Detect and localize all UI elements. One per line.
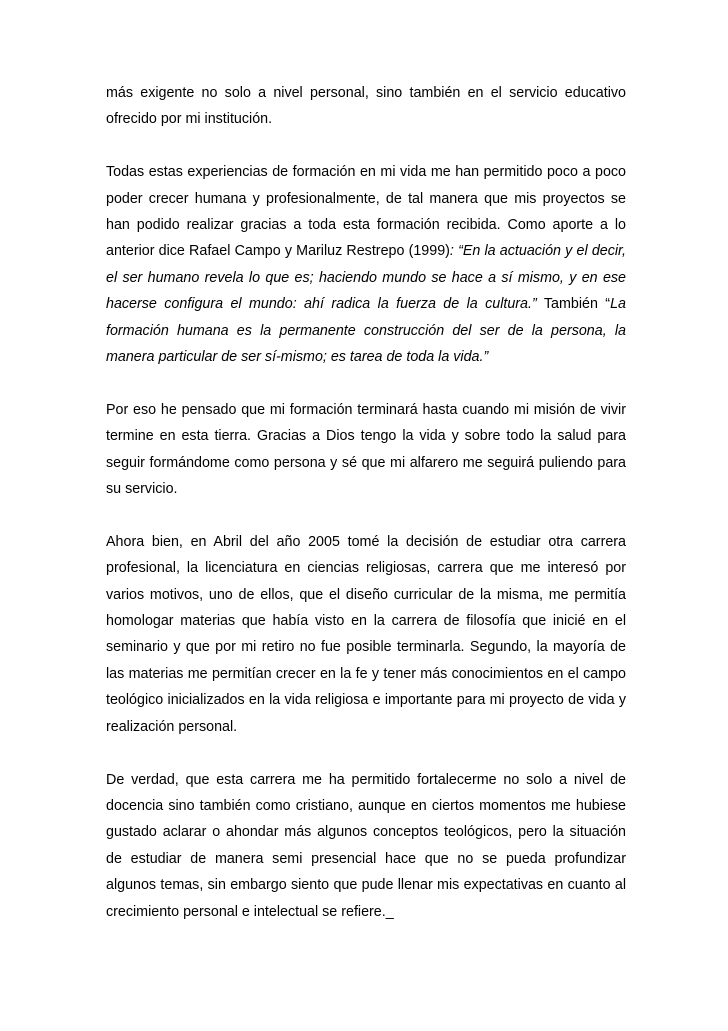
paragraph-text: De verdad, que esta carrera me ha permitido fortalecerme no solo a nivel de docencia sino también como cristiano, aunque en ciertos momentos me hubiese gustado aclarar o ahondar más algunos conceptos teológicos, pero la situación de estudiar de manera semi presencial hace que no se pueda profundizar algunos temas, sin embargo siento que pude llenar mis expectativas en cuanto al crecimiento personal e intelectual se refiere._ bbox=[106, 771, 626, 920]
paragraph-text-connector: También “ bbox=[536, 296, 611, 313]
paragraph-formation-experiences bbox=[106, 159, 626, 370]
paragraph-degree-reflection bbox=[106, 767, 626, 925]
paragraph-text: Por eso he pensado que mi formación terminará hasta cuando mi misión de vivir termine en esta tierra. Gracias a Dios tengo la vida y sobre todo la salud para seguir formándome como persona y sé que mi alfarero me seguirá puliendo para su servicio. bbox=[106, 401, 626, 498]
paragraph-religious-studies-degree bbox=[106, 529, 626, 740]
paragraph-continuation bbox=[106, 80, 626, 133]
quote-human-formation: La formación humana es la permanente construcción del ser de la persona, la manera particular de ser sí-mismo; es tarea de toda la vida.” bbox=[106, 296, 626, 366]
paragraph-lifelong-formation bbox=[106, 397, 626, 503]
paragraph-text: más exigente no solo a nivel personal, sino también en el servicio educativo ofrecido por mi institución. bbox=[106, 85, 626, 128]
quote-campo-restrepo: : “En la actuación y el decir, el ser humano revela lo que es; haciendo mundo se hace a sí mismo, y en ese hacerse configura el mundo: ahí radica la fuerza de la cultura.” bbox=[106, 243, 626, 313]
paragraph-text: Todas estas experiencias de formación en mi vida me han permitido poco a poco poder crecer humana y profesionalmente, de tal manera que mis proyectos se han podido realizar gracias a toda esta formación recibida. Como aporte a lo anterior dice Rafael Campo y Mariluz Restrepo (1999) bbox=[106, 164, 626, 260]
paragraph-text: Ahora bien, en Abril del año 2005 tomé la decisión de estudiar otra carrera profesional, la licenciatura en ciencias religiosas, carrera que me interesó por varios motivos, uno de ellos, que el diseño curricular de la misma, me permitía homologar materias que había visto en la carrera de filosofía que inicié en el seminario y que por mi retiro no fue posible terminarla. Segundo, la mayoría de las materias me permitían crecer en la fe y tener más conocimientos en el campo teológico inicializados en la vida religiosa e importante para mi proyecto de vida y realización personal. bbox=[106, 533, 626, 735]
